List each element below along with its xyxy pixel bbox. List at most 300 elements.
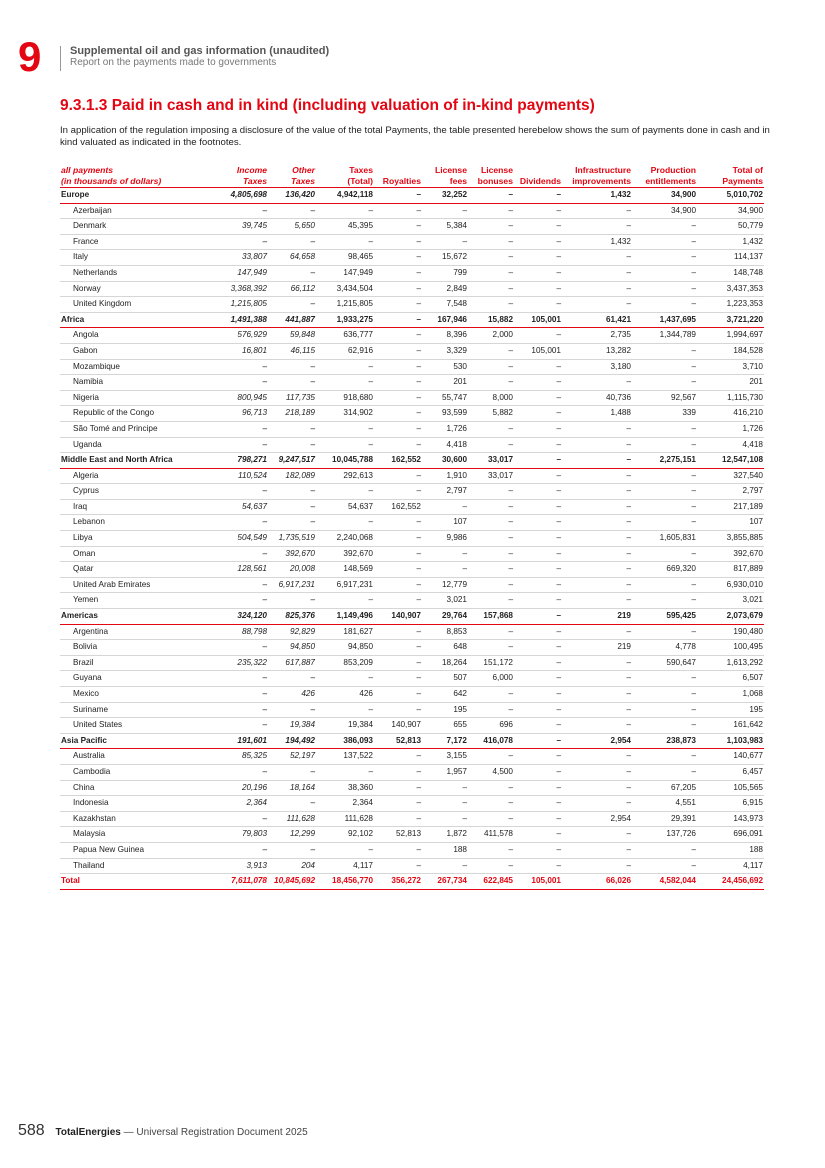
region-row — [60, 312, 764, 328]
table-cell: – — [632, 499, 697, 515]
table-cell: – — [514, 499, 562, 515]
row-label: Libya — [60, 531, 220, 547]
table-cell: – — [632, 842, 697, 858]
table-cell: – — [632, 297, 697, 313]
table-cell: – — [374, 437, 422, 453]
table-cell: – — [220, 484, 268, 500]
chapter-subtitle: Report on the payments made to governments — [70, 57, 277, 68]
table-cell: – — [374, 562, 422, 578]
table-cell: 2,797 — [697, 484, 764, 500]
table-cell: 3,437,353 — [697, 281, 764, 297]
table-cell: – — [422, 811, 468, 827]
page-number: 588 — [18, 1122, 45, 1139]
page-footer — [18, 1122, 308, 1140]
table-cell: 590,647 — [632, 655, 697, 671]
table-cell: 39,745 — [220, 219, 268, 235]
table-row — [60, 219, 764, 235]
table-cell: – — [316, 234, 374, 250]
table-cell: – — [268, 437, 316, 453]
table-row — [60, 671, 764, 687]
row-label: São Tomé and Principe — [60, 421, 220, 437]
table-cell: 3,180 — [562, 359, 632, 375]
row-label: Middle East and North Africa — [60, 453, 220, 469]
table-cell: 1,215,805 — [316, 297, 374, 313]
table-cell: 30,600 — [422, 453, 468, 469]
table-cell: 576,929 — [220, 328, 268, 344]
table-cell: – — [220, 593, 268, 609]
table-cell: 1,103,983 — [697, 733, 764, 749]
table-cell: – — [514, 842, 562, 858]
table-row — [60, 468, 764, 484]
table-cell: – — [316, 359, 374, 375]
table-cell: 6,915 — [697, 796, 764, 812]
table-row — [60, 780, 764, 796]
table-cell: – — [632, 749, 697, 765]
table-cell: 1,872 — [422, 827, 468, 843]
table-row — [60, 250, 764, 266]
table-cell: 29,391 — [632, 811, 697, 827]
table-cell: 201 — [422, 375, 468, 391]
table-cell: 110,524 — [220, 468, 268, 484]
row-label: Suriname — [60, 702, 220, 718]
column-header-line2: Payments — [722, 175, 763, 186]
table-cell: – — [562, 796, 632, 812]
table-cell: 54,637 — [316, 499, 374, 515]
table-body — [60, 188, 764, 890]
table-cell: 219 — [562, 640, 632, 656]
table-cell: – — [220, 687, 268, 703]
table-cell: 10,045,788 — [316, 453, 374, 469]
table-cell: 3,721,220 — [697, 312, 764, 328]
table-cell: 324,120 — [220, 609, 268, 625]
column-header — [220, 164, 268, 188]
region-row — [60, 733, 764, 749]
table-cell: – — [268, 297, 316, 313]
table-cell: 504,549 — [220, 531, 268, 547]
table-cell: 50,779 — [697, 219, 764, 235]
table-cell: 55,747 — [422, 390, 468, 406]
table-cell: – — [562, 437, 632, 453]
table-cell: 292,613 — [316, 468, 374, 484]
table-cell: 696 — [468, 718, 514, 734]
table-cell: 219 — [562, 609, 632, 625]
table-cell: – — [374, 312, 422, 328]
table-cell: – — [316, 764, 374, 780]
table-cell: 1,437,695 — [632, 312, 697, 328]
table-cell: – — [632, 593, 697, 609]
row-label: Angola — [60, 328, 220, 344]
table-cell: – — [514, 531, 562, 547]
table-row — [60, 531, 764, 547]
table-cell: – — [220, 546, 268, 562]
table-cell: – — [468, 203, 514, 219]
table-row — [60, 328, 764, 344]
table-cell: – — [422, 858, 468, 874]
table-row — [60, 297, 764, 313]
table-cell: – — [220, 375, 268, 391]
table-cell: – — [632, 577, 697, 593]
table-cell: 67,205 — [632, 780, 697, 796]
table-cell: 426 — [316, 687, 374, 703]
table-cell: 140,907 — [374, 718, 422, 734]
table-cell: 314,902 — [316, 406, 374, 422]
table-cell: 2,735 — [562, 328, 632, 344]
table-row — [60, 827, 764, 843]
table-cell: 94,850 — [268, 640, 316, 656]
table-cell: 853,209 — [316, 655, 374, 671]
table-cell: – — [562, 655, 632, 671]
table-cell: 161,642 — [697, 718, 764, 734]
column-header-line2: (Total) — [347, 175, 373, 186]
column-header-line1: License — [480, 165, 513, 175]
table-cell: 98,465 — [316, 250, 374, 266]
table-cell: 426 — [268, 687, 316, 703]
table-cell: – — [468, 531, 514, 547]
table-cell: 825,376 — [268, 609, 316, 625]
table-cell: 4,117 — [316, 858, 374, 874]
column-header — [632, 164, 697, 188]
table-cell: – — [562, 687, 632, 703]
table-cell: 1,344,789 — [632, 328, 697, 344]
table-cell: – — [514, 219, 562, 235]
table-cell: – — [562, 780, 632, 796]
table-row — [60, 499, 764, 515]
row-label: Italy — [60, 250, 220, 266]
table-cell: 5,650 — [268, 219, 316, 235]
table-cell: – — [562, 250, 632, 266]
table-cell: 622,845 — [468, 874, 514, 890]
table-cell: 3,434,504 — [316, 281, 374, 297]
table-cell: 441,887 — [268, 312, 316, 328]
row-label: Norway — [60, 281, 220, 297]
column-header — [514, 164, 562, 188]
table-cell: – — [632, 468, 697, 484]
table-cell: 1,910 — [422, 468, 468, 484]
row-label: Africa — [60, 312, 220, 328]
header-divider — [60, 46, 61, 71]
table-cell: – — [468, 577, 514, 593]
row-label: Mozambique — [60, 359, 220, 375]
table-cell: 2,073,679 — [697, 609, 764, 625]
table-cell: 5,882 — [468, 406, 514, 422]
table-cell: 392,670 — [697, 546, 764, 562]
table-cell: 188 — [422, 842, 468, 858]
table-cell: 1,432 — [562, 234, 632, 250]
table-cell: 143,973 — [697, 811, 764, 827]
table-cell: 137,522 — [316, 749, 374, 765]
table-cell: – — [374, 671, 422, 687]
table-cell: 392,670 — [316, 546, 374, 562]
table-cell: – — [562, 453, 632, 469]
table-cell: – — [514, 297, 562, 313]
table-cell: – — [468, 250, 514, 266]
table-cell: 3,855,885 — [697, 531, 764, 547]
footer-brand: TotalEnergies — [55, 1127, 121, 1138]
chapter-title: Supplemental oil and gas information (unaudited) — [70, 45, 330, 57]
table-cell: – — [468, 219, 514, 235]
table-cell: – — [514, 733, 562, 749]
table-cell: 530 — [422, 359, 468, 375]
table-cell: – — [468, 858, 514, 874]
table-cell: 1,432 — [697, 234, 764, 250]
table-cell: 105,565 — [697, 780, 764, 796]
table-cell: 2,797 — [422, 484, 468, 500]
table-cell: 2,954 — [562, 811, 632, 827]
row-label: China — [60, 780, 220, 796]
table-cell: 7,611,078 — [220, 874, 268, 890]
table-cell: 4,942,118 — [316, 188, 374, 204]
table-cell: – — [562, 764, 632, 780]
table-row — [60, 390, 764, 406]
table-cell: 201 — [697, 375, 764, 391]
table-cell: 190,480 — [697, 624, 764, 640]
table-cell: 217,189 — [697, 499, 764, 515]
table-cell: – — [422, 234, 468, 250]
table-cell: 38,360 — [316, 780, 374, 796]
table-cell: – — [468, 359, 514, 375]
table-cell: – — [514, 624, 562, 640]
table-cell: 617,887 — [268, 655, 316, 671]
table-cell: – — [562, 484, 632, 500]
table-cell: – — [374, 328, 422, 344]
row-label: Gabon — [60, 343, 220, 359]
table-cell: – — [374, 390, 422, 406]
table-cell: 10,845,692 — [268, 874, 316, 890]
table-cell: 1,115,730 — [697, 390, 764, 406]
table-cell: – — [468, 702, 514, 718]
table-cell: – — [268, 375, 316, 391]
footer-doc-title: — Universal Registration Document 2025 — [123, 1127, 308, 1138]
table-cell: 94,850 — [316, 640, 374, 656]
row-label: Cambodia — [60, 764, 220, 780]
table-cell: – — [468, 484, 514, 500]
table-cell: – — [220, 437, 268, 453]
table-cell: – — [468, 421, 514, 437]
table-cell: – — [514, 234, 562, 250]
table-cell: 24,456,692 — [697, 874, 764, 890]
table-cell: – — [562, 842, 632, 858]
table-cell: – — [316, 671, 374, 687]
table-cell: – — [422, 203, 468, 219]
column-header-line2: improvements — [572, 175, 631, 186]
table-cell: – — [220, 811, 268, 827]
table-cell: 194,492 — [268, 733, 316, 749]
column-header-line2: (in thousands of dollars) — [61, 175, 162, 186]
table-cell: – — [468, 842, 514, 858]
table-cell: – — [632, 359, 697, 375]
table-cell: – — [562, 577, 632, 593]
column-header-line1: License — [434, 165, 467, 175]
table-cell: – — [562, 858, 632, 874]
chapter-number: 9 — [18, 33, 42, 80]
region-row — [60, 188, 764, 204]
table-cell: 100,495 — [697, 640, 764, 656]
table-cell: – — [220, 842, 268, 858]
table-cell: 1,215,805 — [220, 297, 268, 313]
table-cell: – — [374, 655, 422, 671]
table-cell: 669,320 — [632, 562, 697, 578]
table-cell: – — [374, 265, 422, 281]
table-cell: – — [562, 499, 632, 515]
table-row — [60, 343, 764, 359]
table-cell: – — [632, 343, 697, 359]
table-cell: 15,672 — [422, 250, 468, 266]
table-cell: – — [374, 484, 422, 500]
table-cell: 111,628 — [316, 811, 374, 827]
table-cell: – — [468, 546, 514, 562]
table-cell: – — [468, 437, 514, 453]
table-cell: – — [468, 780, 514, 796]
column-header — [468, 164, 514, 188]
table-cell: – — [562, 827, 632, 843]
table-cell: 40,736 — [562, 390, 632, 406]
table-cell: 356,272 — [374, 874, 422, 890]
table-cell: – — [268, 484, 316, 500]
table-cell: 140,677 — [697, 749, 764, 765]
table-cell: 12,779 — [422, 577, 468, 593]
table-cell: – — [268, 499, 316, 515]
table-header-row — [60, 164, 764, 188]
table-cell: – — [374, 577, 422, 593]
table-row — [60, 421, 764, 437]
table-cell: 34,900 — [697, 203, 764, 219]
table-row — [60, 359, 764, 375]
table-cell: 29,764 — [422, 609, 468, 625]
table-cell: – — [514, 811, 562, 827]
table-cell: 642 — [422, 687, 468, 703]
table-cell: 1,613,292 — [697, 655, 764, 671]
table-cell: – — [514, 593, 562, 609]
table-cell: – — [632, 515, 697, 531]
table-cell: – — [268, 421, 316, 437]
table-cell: – — [316, 375, 374, 391]
row-label: Asia Pacific — [60, 733, 220, 749]
table-cell: 2,364 — [316, 796, 374, 812]
table-cell: – — [514, 780, 562, 796]
table-cell: – — [374, 593, 422, 609]
table-cell: 1,735,519 — [268, 531, 316, 547]
table-row — [60, 624, 764, 640]
table-cell: 92,567 — [632, 390, 697, 406]
table-cell: – — [268, 593, 316, 609]
table-cell: – — [374, 842, 422, 858]
table-cell: 148,569 — [316, 562, 374, 578]
table-cell: 4,418 — [422, 437, 468, 453]
table-cell: 34,900 — [632, 188, 697, 204]
table-cell: 157,868 — [468, 609, 514, 625]
table-cell: – — [374, 687, 422, 703]
table-cell: – — [468, 343, 514, 359]
table-cell: – — [220, 359, 268, 375]
table-cell: – — [374, 749, 422, 765]
table-cell: 12,547,108 — [697, 453, 764, 469]
table-cell: 2,275,151 — [632, 453, 697, 469]
table-cell: – — [374, 764, 422, 780]
table-cell: – — [374, 219, 422, 235]
table-cell: 195 — [422, 702, 468, 718]
table-cell: – — [374, 546, 422, 562]
table-cell: 19,384 — [316, 718, 374, 734]
table-cell: – — [632, 234, 697, 250]
row-label: Malaysia — [60, 827, 220, 843]
table-cell: 2,240,068 — [316, 531, 374, 547]
table-row — [60, 515, 764, 531]
table-cell: 13,282 — [562, 343, 632, 359]
table-cell: – — [514, 281, 562, 297]
payments-table — [60, 164, 764, 890]
table-cell: 111,628 — [268, 811, 316, 827]
table-cell: – — [220, 577, 268, 593]
table-cell: – — [422, 546, 468, 562]
table-cell: – — [514, 749, 562, 765]
table-cell: 2,364 — [220, 796, 268, 812]
table-cell: 204 — [268, 858, 316, 874]
table-cell: – — [422, 796, 468, 812]
column-header-line1: Other — [292, 165, 315, 175]
table-row — [60, 749, 764, 765]
table-cell: 33,807 — [220, 250, 268, 266]
table-cell: – — [632, 437, 697, 453]
table-cell: – — [562, 421, 632, 437]
table-cell: 800,945 — [220, 390, 268, 406]
table-cell: 9,986 — [422, 531, 468, 547]
table-cell: – — [514, 702, 562, 718]
table-cell: 655 — [422, 718, 468, 734]
table-cell: – — [374, 811, 422, 827]
table-cell: – — [468, 375, 514, 391]
table-cell: – — [562, 749, 632, 765]
table-row — [60, 842, 764, 858]
table-cell: 92,829 — [268, 624, 316, 640]
column-header — [60, 164, 220, 188]
table-cell: 238,873 — [632, 733, 697, 749]
table-cell: 4,805,698 — [220, 188, 268, 204]
table-cell: – — [220, 671, 268, 687]
row-label: Bolivia — [60, 640, 220, 656]
table-cell: – — [632, 858, 697, 874]
table-cell: – — [562, 718, 632, 734]
table-cell: 8,000 — [468, 390, 514, 406]
table-cell: – — [632, 624, 697, 640]
table-cell: – — [514, 421, 562, 437]
table-cell: 6,457 — [697, 764, 764, 780]
table-row — [60, 796, 764, 812]
table-cell: – — [374, 375, 422, 391]
table-cell: – — [374, 188, 422, 204]
table-cell: – — [316, 484, 374, 500]
table-cell: – — [316, 437, 374, 453]
table-cell: – — [514, 827, 562, 843]
table-cell: – — [374, 281, 422, 297]
row-label: Brazil — [60, 655, 220, 671]
table-cell: 6,917,231 — [316, 577, 374, 593]
table-cell: – — [562, 281, 632, 297]
table-cell: 696,091 — [697, 827, 764, 843]
table-cell: – — [632, 421, 697, 437]
table-cell: – — [468, 640, 514, 656]
table-row — [60, 858, 764, 874]
table-cell: – — [220, 234, 268, 250]
table-cell: 96,713 — [220, 406, 268, 422]
table-cell: – — [422, 562, 468, 578]
table-cell: 188 — [697, 842, 764, 858]
table-row — [60, 687, 764, 703]
table-row — [60, 764, 764, 780]
table-cell: 1,223,353 — [697, 297, 764, 313]
region-row — [60, 609, 764, 625]
table-cell: – — [268, 234, 316, 250]
column-header-line2: Taxes — [290, 175, 315, 186]
